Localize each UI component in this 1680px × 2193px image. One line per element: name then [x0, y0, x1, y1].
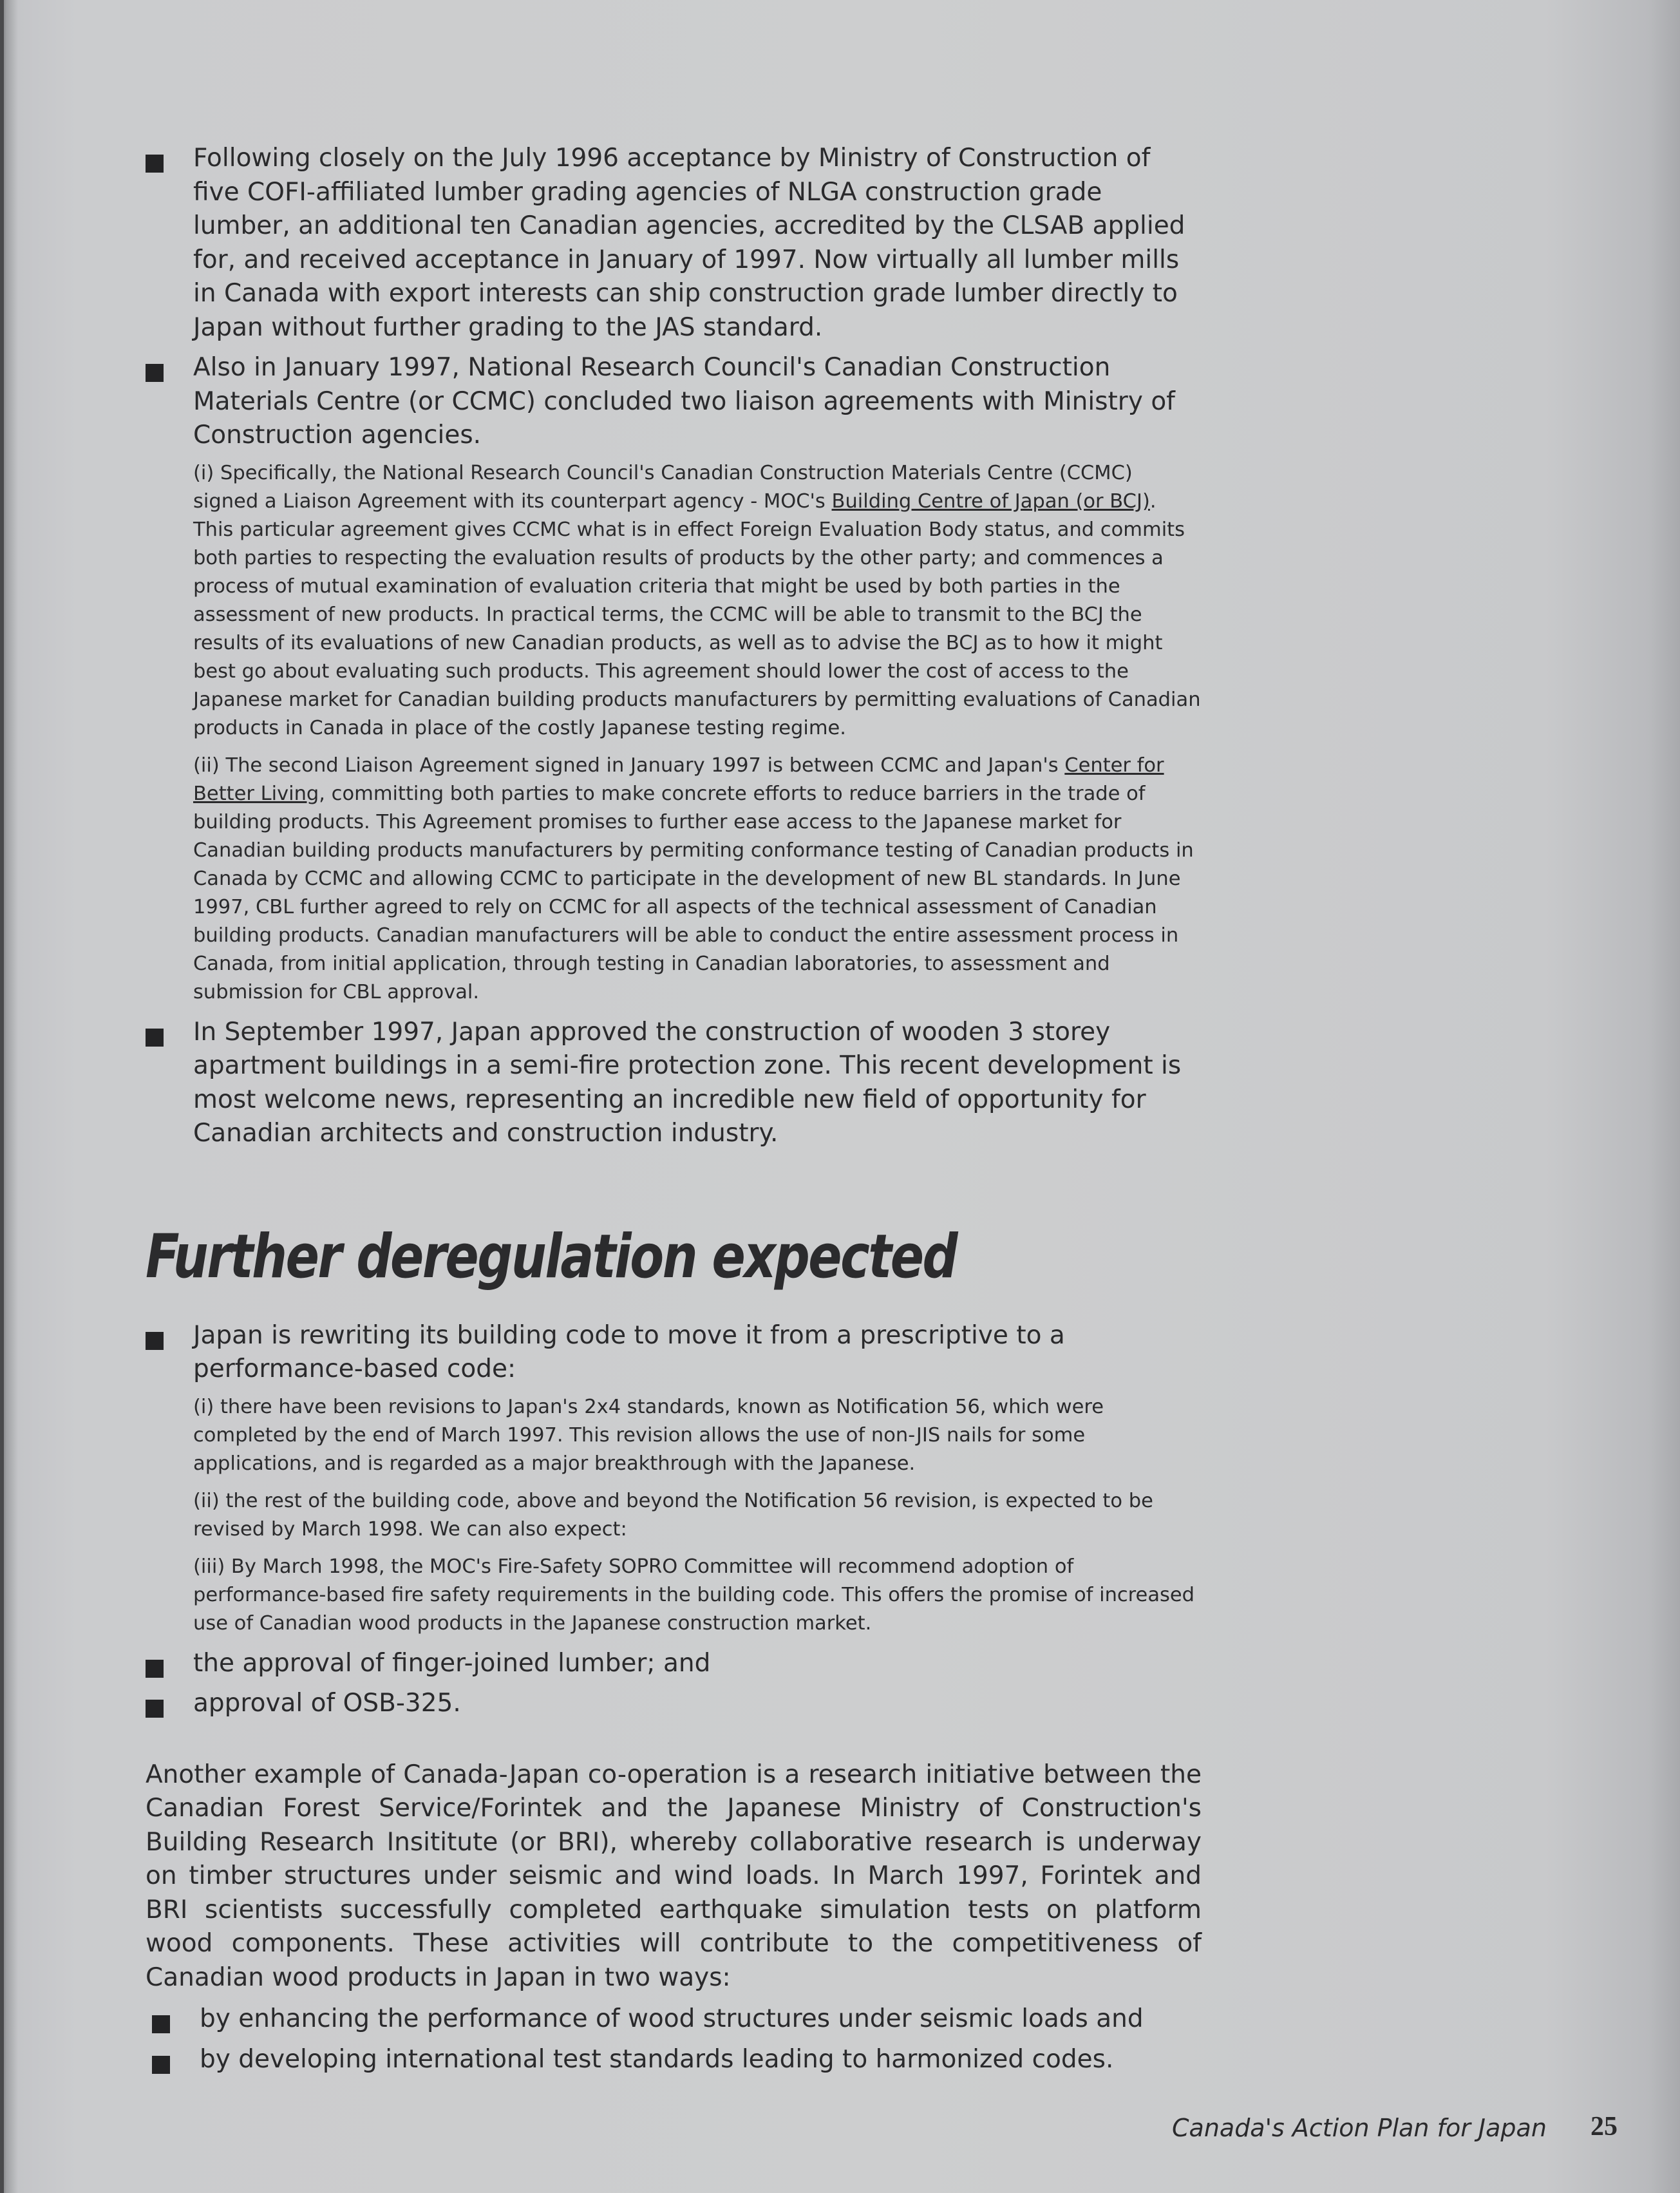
bullet-item	[146, 2043, 1202, 2077]
page-content	[146, 142, 1202, 2083]
page-number: 25	[1590, 2112, 1618, 2141]
sub-text: , committing both parties to make concrete efforts to reduce barriers in the trade of building products. This Agreement promises to further ease access to the Japanese market for Canadian building products manufacturers by permiting conformance testing of Canadian products in Canada by CCMC and allowing CCMC to participate in the development of new BL standards. In June 1997, CBL further agreed to rely on CCMC for all aspects of the technical assessment of Canadian building products. Canadian manufacturers will be able to conduct the entire assessment process in Canada, from initial application, through testing in Canadian laboratories, to assessment and submission for CBL approval.	[193, 782, 1194, 1003]
bullet-item	[146, 1687, 1202, 1721]
bullet-text: approval of OSB-325.	[193, 1689, 461, 1718]
bullet-text: Also in January 1997, National Research Council's Canadian Construction Materials Centre (or CCMC) concluded two liaison agreements with Ministry of Construction agencies.	[193, 353, 1175, 450]
sub-paragraph: (iii) By March 1998, the MOC's Fire-Safety SOPRO Committee will recommend adoption of performance-based fire safety requirements in the building code. This offers the promise of increased use of Canadian wood products in the Japanese construction market.	[193, 1555, 1195, 1635]
bullet-item	[146, 1647, 1202, 1681]
bullet-text: by developing international test standards leading to harmonized codes.	[200, 2044, 1114, 2074]
bullet-square-icon	[146, 1332, 164, 1350]
cbl-link-text: Center for Better Living	[193, 754, 1164, 805]
bullet-text: In September 1997, Japan approved the construction of wooden 3 storey apartment buildings in a semi-fire protection zone. This recent development is most welcome news, representing an incredible new field of opportunity for Canadian architects and construction industry.	[193, 1017, 1182, 1148]
bullet-square-icon	[146, 1029, 164, 1047]
bullet-item	[146, 142, 1202, 345]
bullet-text: by enhancing the performance of wood structures under seismic loads and	[200, 2004, 1144, 2033]
body-paragraph: Another example of Canada-Japan co-operation is a research initiative between the Canadian Forest Service/Forintek and the Japanese Ministry of Construction's Building Research Insititute (or BRI), whereby collaborative research is underway on timber structures under seismic and wind loads. In March 1997, Forintek and BRI scientists successfully completed earthquake simulation tests on platform wood components. These activities will contribute to the competitiveness of Canadian wood products in Japan in two ways:	[146, 1760, 1202, 1992]
bullet-item	[146, 351, 1202, 453]
bullet-item	[146, 1016, 1202, 1151]
bullet-square-icon	[146, 155, 164, 173]
sub-text: (i) Specifically, the National Research Council's Canadian Construction Materials Centre (CCMC) signed a Liaison Agreement with its counterpart agency - MOC's	[193, 461, 1133, 513]
page-footer	[1172, 2114, 1623, 2142]
section-heading: Further deregulation expected	[146, 1221, 957, 1292]
bullet-square-icon	[146, 1660, 164, 1678]
bullet-text: Japan is rewriting its building code to move it from a prescriptive to a performance-based code:	[193, 1320, 1065, 1383]
bullet-text: the approval of finger-joined lumber; and	[193, 1648, 711, 1678]
sub-paragraph: (ii) the rest of the building code, above and beyond the Notification 56 revision, is expected to be revised by March 1998. We can also expect:	[193, 1489, 1153, 1541]
book-spine-shadow	[0, 0, 4, 2193]
bullet-square-icon	[146, 1700, 164, 1718]
bullet-square-icon	[152, 2056, 170, 2074]
sub-paragraph	[193, 752, 1202, 1007]
bullet-item	[146, 2002, 1202, 2036]
bullet-square-icon	[146, 364, 164, 382]
bcj-link-text: Building Centre of Japan (or BCJ)	[831, 489, 1150, 513]
bullet-item	[146, 1319, 1202, 1387]
sub-paragraph: (i) there have been revisions to Japan's 2x4 standards, known as Notification 56, which were completed by the end of March 1997. This revision allows the use of non-JIS nails for some applications, and is regarded as a major breakthrough with the Japanese.	[193, 1395, 1104, 1475]
sub-paragraph	[193, 459, 1202, 743]
bullet-text: Following closely on the July 1996 acceptance by Ministry of Construction of five COFI-affiliated lumber grading agencies of NLGA construction grade lumber, an additional ten Canadian agencies, accredited by the CLSAB applied for, and received acceptance in January of 1997. Now virtually all lumber mills in Canada with export interests can ship construction grade lumber directly to Japan without further grading to the JAS standard.	[193, 144, 1185, 342]
footer-title: Canada's Action Plan for Japan	[1172, 2114, 1547, 2142]
bullet-square-icon	[152, 2015, 170, 2033]
sub-text: (ii) The second Liaison Agreement signed in January 1997 is between CCMC and Japan's	[193, 754, 1065, 777]
sub-text: . This particular agreement gives CCMC what is in effect Foreign Evaluation Body status, and commits both parties to respecting the evaluation results of products by the other party; and commences a process of mutual examination of evaluation criteria that might be used by both parties in the assessment of new products. In practical terms, the CCMC will be able to transmit to the BCJ the results of its evaluations of new Canadian products, as well as to advise the BCJ as to how it might best go about evaluating such products. This agreement should lower the cost of access to the Japanese market for Canadian building products manufacturers by permitting evaluations of Canadian products in Canada in place of the costly Japanese testing regime.	[193, 489, 1201, 739]
